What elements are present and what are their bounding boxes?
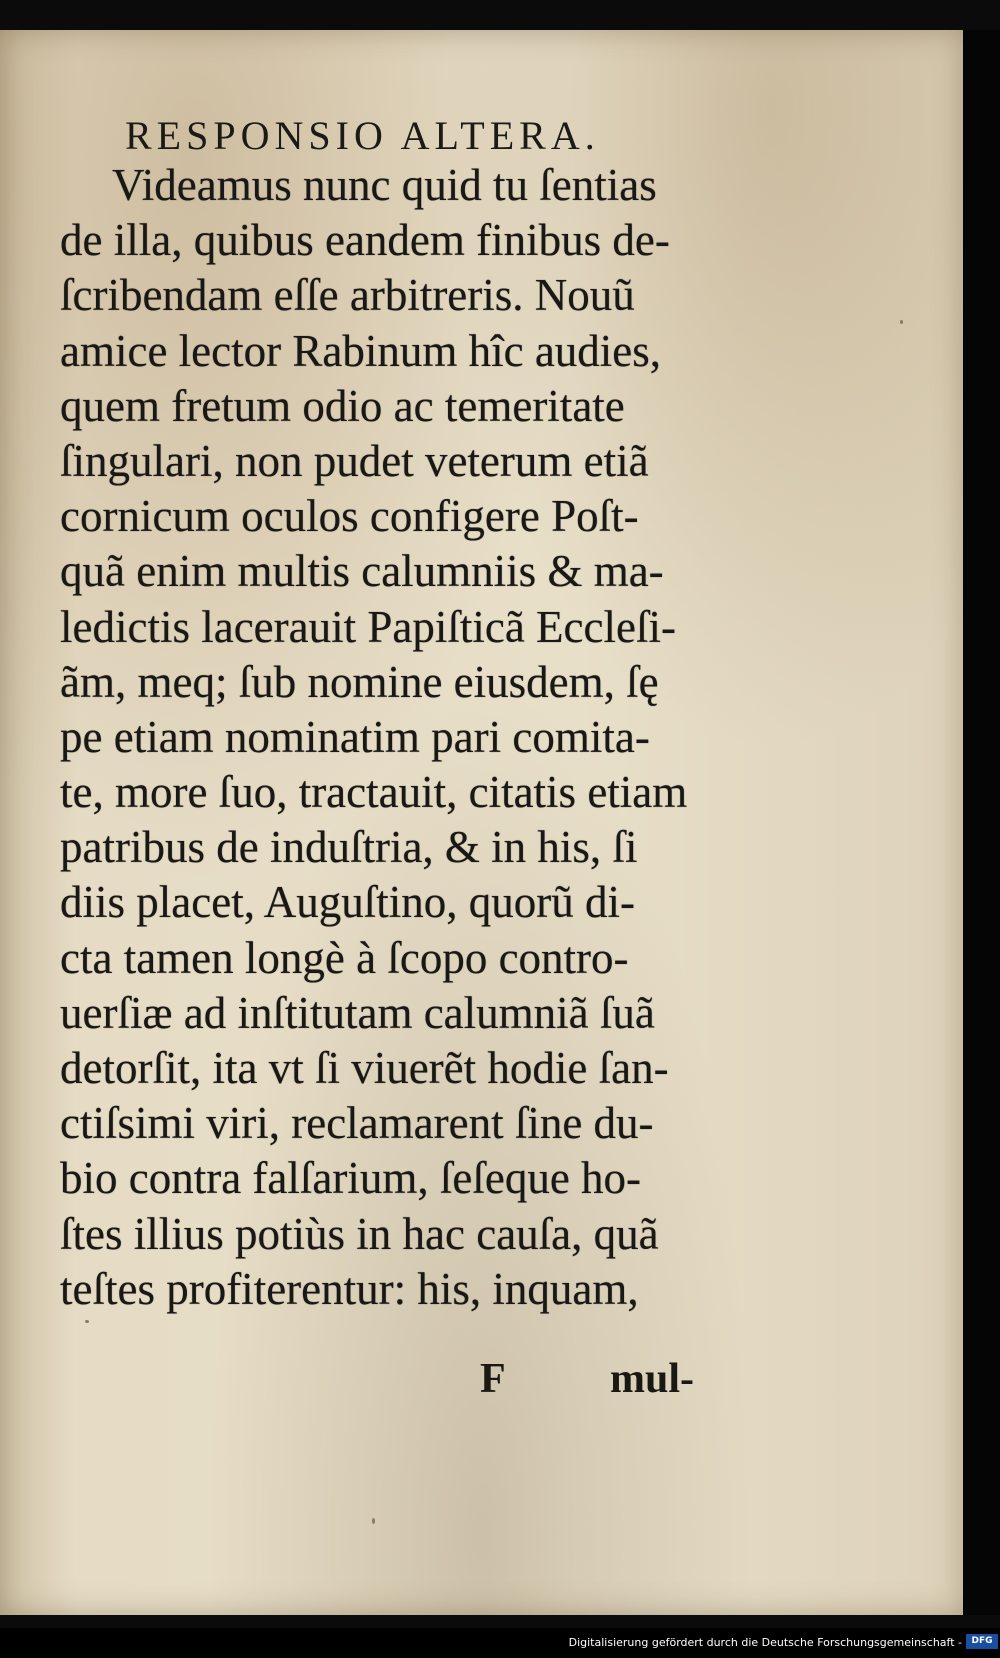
text-line: cta tamen longè à ſcopo contro-: [60, 932, 629, 983]
paper-speck: [85, 1320, 89, 1323]
text-line: bio contra falſarium, ſeſeque ho-: [60, 1153, 642, 1204]
text-line: ſcribendam eſſe arbitreris. Nouũ: [60, 270, 635, 321]
text-line: uerſiæ ad inſtitutam calumniã ſuã: [60, 987, 655, 1038]
text-line: ctiſsimi viri, reclamarent ſine du-: [60, 1098, 654, 1149]
text-line: ledictis lacerauit Papiſticã Eccleſi-: [60, 601, 676, 652]
catchword: mul-: [610, 1356, 694, 1402]
text-line: amice lector Rabinum hîc audies,: [60, 325, 662, 376]
text-line: Videamus nunc quid tu ſentias: [112, 160, 657, 210]
text-line: ſingulari, non pudet veterum etiã: [60, 435, 649, 486]
text-line: de illa, quibus eandem finibus de-: [60, 215, 670, 266]
funding-credit: Digitalisierung gefördert durch die Deutsche Forschungsgemeinschaft -: [568, 1636, 962, 1649]
digitization-footer: [0, 1628, 1000, 1658]
paper-speck: [900, 320, 903, 324]
text-line: patribus de induſtria, & in his, ſi: [60, 822, 638, 873]
text-line: quã enim multis calumniis & ma-: [60, 546, 664, 597]
text-line: te, more ſuo, tractauit, citatis etiam: [60, 767, 688, 818]
text-line: cornicum oculos configere Poſt-: [60, 491, 639, 542]
running-head: RESPONSIO ALTERA.: [125, 113, 600, 158]
text-line: teſtes profiterentur: his, inquam,: [60, 1263, 639, 1314]
text-line: diis placet, Auguſtino, quorũ di-: [60, 877, 635, 928]
text-line: ſtes illius potiùs in hac cauſa, quã: [60, 1208, 659, 1259]
text-line: pe etiam nominatim pari comita-: [60, 711, 650, 762]
text-line: detorſit, ita vt ſi viuerẽt hodie ſan-: [60, 1043, 669, 1093]
text-line: quem fretum odio ac temeritate: [60, 380, 625, 431]
dfg-logo: DFG: [966, 1634, 998, 1649]
text-line: ãm, meq; ſub nomine eiusdem, ſę: [60, 656, 659, 707]
paper-speck: [372, 1518, 375, 1524]
body-text: [60, 158, 740, 1317]
signature-mark: F: [480, 1356, 506, 1402]
page-edge-shadow: [963, 30, 1000, 1615]
